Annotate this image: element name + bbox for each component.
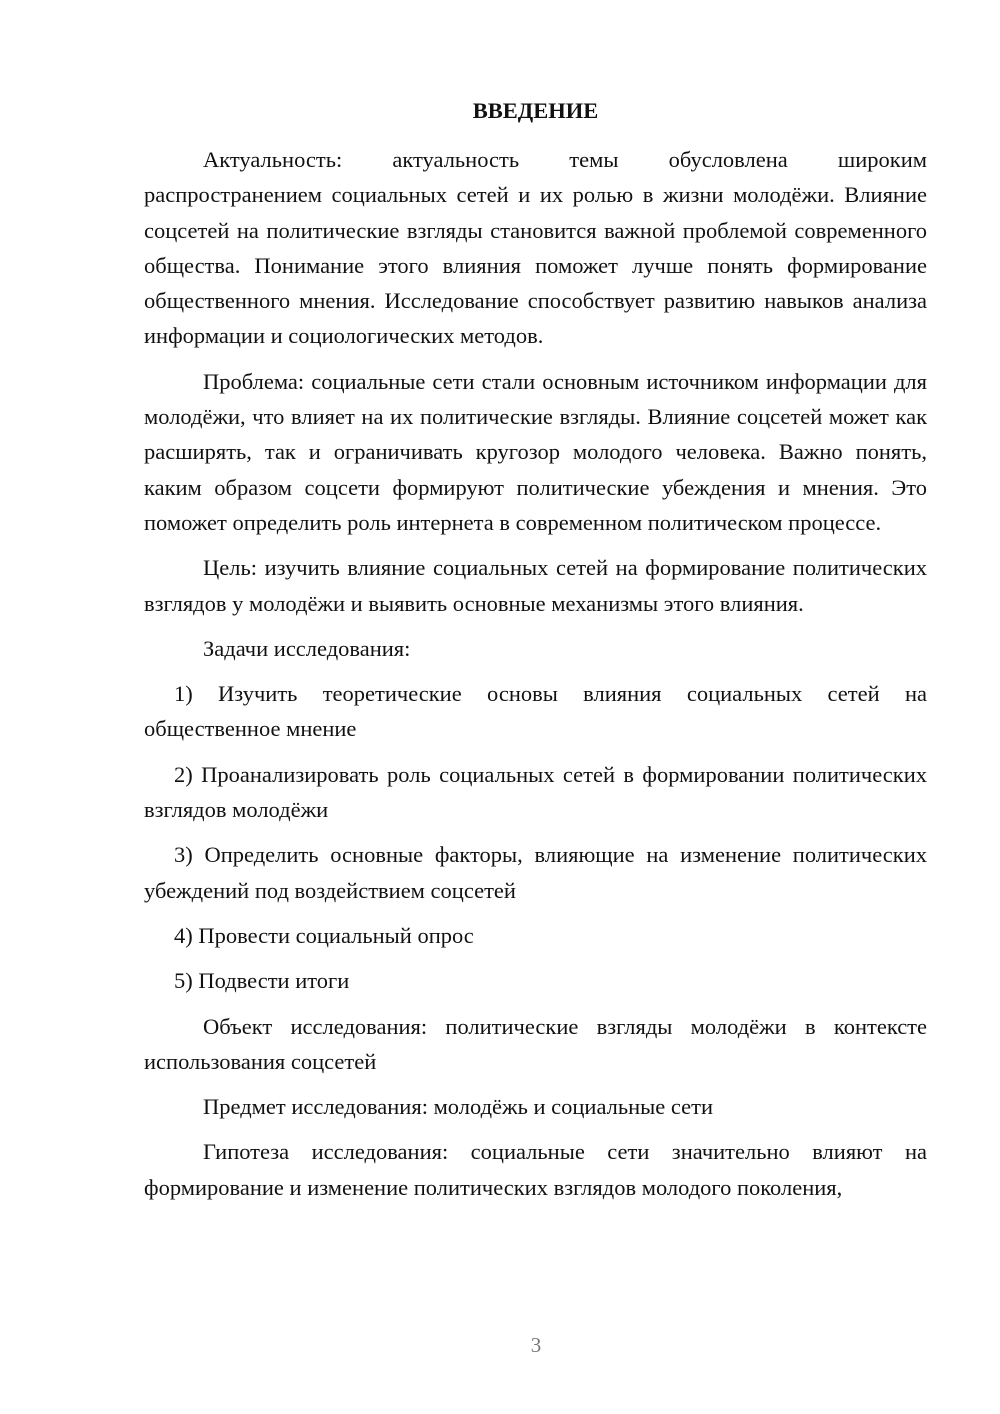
task-item-2: 2) Проанализировать роль социальных сетей в формировании политических взглядов молодёжи: [144, 761, 927, 823]
page-number: 3: [530, 1333, 542, 1357]
page-content: [144, 93, 927, 1215]
tasks-heading: Задачи исследования:: [203, 635, 411, 661]
paragraph-problem: Проблема: социальные сети стали основным источником информации для молодёжи, что влияет на их политические взгляды. Влияние соцсетей может как расширять, так и ограничивать кругозор молодого человека. Важно понять, каким образом соцсети формируют политические убеждения и мнения. Это поможет определить роль интернета в современном политическом процессе.: [144, 368, 927, 535]
task-item-3: 3) Определить основные факторы, влияющие на изменение политических убеждений под воздействием соцсетей: [144, 842, 927, 903]
paragraph-relevance: Актуальность: актуальность темы обусловлена широким распространением социальных сетей и их ролью в жизни молодёжи. Влияние соцсетей на политические взгляды становится важной проблемой современного общества. Понимание этого влияния поможет лучше понять формирование общественного мнения. Исследование способствует развитию навыков анализа информации и социологических методов.: [144, 147, 927, 349]
paragraph-object: Объект исследования: политические взгляды молодёжи в контексте использования соцсетей: [144, 1013, 927, 1074]
paragraph-goal: Цель: изучить влияние социальных сетей на формирование политических взглядов у молодёжи и выявить основные механизмы этого влияния.: [144, 555, 927, 616]
task-item-4: 4) Провести социальный опрос: [174, 922, 474, 948]
task-item-1: 1) Изучить теоретические основы влияния социальных сетей на общественное мнение: [144, 681, 927, 742]
tasks-list: [144, 676, 927, 998]
paragraph-hypothesis: Гипотеза исследования: социальные сети значительно влияют на формирование и изменение политических взглядов молодого поколения,: [144, 1139, 927, 1200]
section-title: ВВЕДЕНИЕ: [472, 98, 599, 123]
paragraph-subject: Предмет исследования: молодёжь и социальные сети: [203, 1094, 714, 1120]
task-item-5: 5) Подвести итоги: [174, 968, 350, 994]
